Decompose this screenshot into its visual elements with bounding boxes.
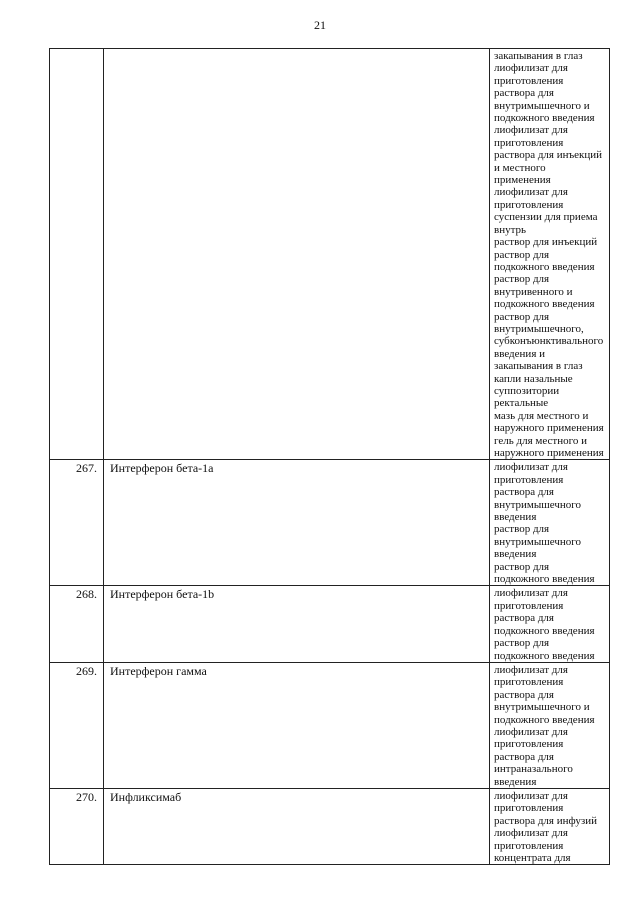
dosage-form-line: суппозитории xyxy=(494,384,560,397)
dosage-form-line: приготовления xyxy=(494,738,564,751)
dosage-form-line: лиофилизат для xyxy=(494,663,568,676)
page-number: 21 xyxy=(314,18,326,32)
dosage-form-line: лиофилизат для xyxy=(494,725,568,738)
table-row xyxy=(50,788,610,864)
dosage-form-line: и местного xyxy=(494,161,546,174)
row-number: 268. xyxy=(50,586,104,662)
dosage-form-line: лиофилизат для xyxy=(494,827,568,840)
dosage-form-line: подкожного введения xyxy=(494,112,595,125)
dosage-form-line: подкожного введения xyxy=(494,713,595,726)
dosage-form-line: лиофилизат для xyxy=(494,62,568,75)
dosage-form-line: субконъюнктивального xyxy=(494,335,604,348)
table-row xyxy=(50,49,610,460)
dosage-form-line: внутримышечного и xyxy=(494,99,590,112)
row-number: 269. xyxy=(50,662,104,788)
dosage-form-line: наружного применения xyxy=(494,447,604,459)
drug-name xyxy=(104,49,490,460)
drug-name: Инфликсимаб xyxy=(104,788,490,864)
dosage-form-line: лиофилизат для xyxy=(494,587,568,600)
dosage-form-line: лиофилизат для xyxy=(494,124,568,137)
drug-table xyxy=(49,48,610,865)
dosage-form-line: раствора для xyxy=(494,486,554,499)
dosage-form-line: подкожного введения xyxy=(494,298,595,311)
dosage-form-line: подкожного введения xyxy=(494,260,595,273)
dosage-form-line: раствора для инфузий xyxy=(494,814,597,827)
dosage-form-line: лиофилизат для xyxy=(494,789,568,802)
dosage-form-line: раствор для инъекций xyxy=(494,236,598,249)
dosage-form-line: раствор для xyxy=(494,637,550,650)
dosage-form-line: закапывания в глаз xyxy=(494,360,583,373)
dosage-form-line: введения и xyxy=(494,347,546,360)
dosage-form-line: внутримышечного и xyxy=(494,701,590,714)
dosage-form-line: подкожного введения xyxy=(494,573,595,586)
table-row xyxy=(50,586,610,662)
dosage-form-line: раствор для xyxy=(494,523,550,536)
dosage-form-line: раствор для xyxy=(494,248,550,261)
table-row xyxy=(50,460,610,586)
dosage-form-line: подкожного введения xyxy=(494,624,595,637)
dosage-form-line: раствора для xyxy=(494,612,554,625)
table-row xyxy=(50,662,610,788)
dosage-form-line: подкожного введения xyxy=(494,649,595,662)
table-body xyxy=(50,49,610,865)
dosage-form-line: применения xyxy=(494,174,551,187)
dosage-form-line: введения xyxy=(494,511,537,524)
row-number: 270. xyxy=(50,788,104,864)
drug-name: Интерферон бета-1а xyxy=(104,460,490,586)
dosage-form-line: приготовления xyxy=(494,839,564,852)
dosage-form-line: наружного применения xyxy=(494,422,604,435)
dosage-form-line: введения xyxy=(494,775,537,788)
dosage-form-line: раствора для xyxy=(494,688,554,701)
dosage-form-line: введения xyxy=(494,548,537,561)
dosage-form-line: ректальные xyxy=(494,397,549,410)
drug-name: Интерферон бета-1b xyxy=(104,586,490,662)
dosage-form-line: закапывания в глаз xyxy=(494,50,583,62)
dosage-form-line: раствор для xyxy=(494,560,550,573)
dosage-forms xyxy=(490,586,610,662)
dosage-form-line: раствор для xyxy=(494,310,550,323)
dosage-form-line: интраназального xyxy=(494,763,573,776)
dosage-form-line: приготовления xyxy=(494,74,564,87)
dosage-form-line: внутримышечного xyxy=(494,498,581,511)
dosage-form-line: капли назальные xyxy=(494,372,573,385)
dosage-form-line: приготовления xyxy=(494,473,564,486)
dosage-forms xyxy=(490,788,610,864)
dosage-form-line: приготовления xyxy=(494,599,564,612)
dosage-form-line: раствор для xyxy=(494,273,550,286)
dosage-form-line: раствора для xyxy=(494,750,554,763)
row-number: 267. xyxy=(50,460,104,586)
dosage-form-line: приготовления xyxy=(494,676,564,689)
dosage-forms xyxy=(490,49,610,460)
dosage-form-line: внутримышечного, xyxy=(494,322,584,335)
dosage-form-line: внутримышечного xyxy=(494,535,581,548)
dosage-form-line: лиофилизат для xyxy=(494,461,568,474)
dosage-forms xyxy=(490,662,610,788)
dosage-forms xyxy=(490,460,610,586)
dosage-form-line: внутрь xyxy=(494,223,527,236)
dosage-form-line: гель для местного и xyxy=(494,434,587,447)
row-number xyxy=(50,49,104,460)
dosage-form-line: внутривенного и xyxy=(494,285,573,298)
dosage-form-line: лиофилизат для xyxy=(494,186,568,199)
dosage-form-line: приготовления xyxy=(494,136,564,149)
dosage-form-line: мазь для местного и xyxy=(494,409,589,422)
dosage-form-line: приготовления xyxy=(494,802,564,815)
dosage-form-line: суспензии для приема xyxy=(494,211,598,224)
drug-name: Интерферон гамма xyxy=(104,662,490,788)
dosage-form-line: приготовления xyxy=(494,198,564,211)
dosage-form-line: раствора для xyxy=(494,87,554,100)
dosage-form-line: концентрата для xyxy=(494,852,571,864)
dosage-form-line: раствора для инъекций xyxy=(494,149,603,162)
